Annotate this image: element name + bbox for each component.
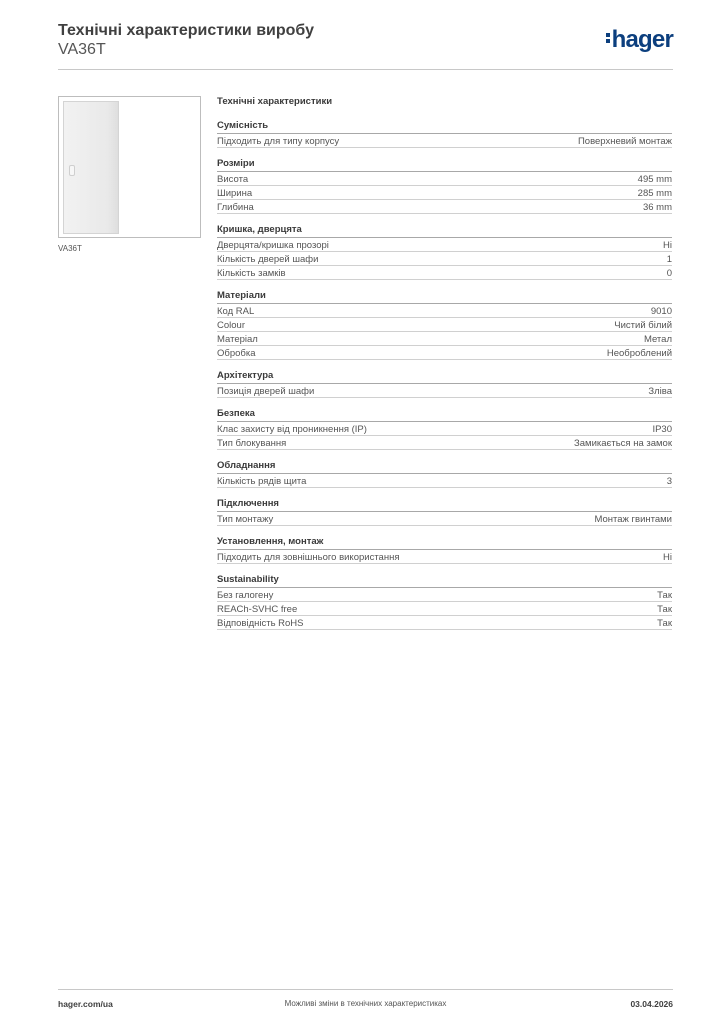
spec-row	[217, 318, 672, 332]
spec-section	[217, 498, 672, 526]
spec-section-title: Безпека	[217, 408, 672, 422]
spec-label: Глибина	[217, 202, 254, 213]
spec-value: Чистий білий	[614, 320, 672, 331]
spec-label: Позиція дверей шафи	[217, 386, 315, 397]
spec-row	[217, 238, 672, 252]
spec-value: 495 mm	[637, 174, 672, 185]
spec-section	[217, 158, 672, 214]
spec-label: Підходить для зовнішнього використання	[217, 552, 400, 563]
spec-row	[217, 422, 672, 436]
spec-value: Так	[657, 618, 672, 629]
spec-value: Метал	[643, 334, 672, 345]
spec-label: Ширина	[217, 188, 253, 199]
spec-label: Клас захисту від проникнення (IP)	[217, 424, 367, 435]
spec-section	[217, 224, 672, 280]
page-footer	[58, 989, 673, 1020]
spec-row	[217, 474, 672, 488]
spec-value: Ні	[663, 240, 672, 251]
product-image-caption: VA36T	[58, 244, 82, 253]
spec-value: IP30	[652, 424, 672, 435]
product-image	[58, 96, 201, 238]
spec-value: 3	[666, 476, 672, 487]
page-header	[58, 20, 673, 70]
spec-row	[217, 252, 672, 266]
spec-section-title: Матеріали	[217, 290, 672, 304]
spec-row	[217, 512, 672, 526]
spec-row	[217, 304, 672, 318]
spec-label: Підходить для типу корпусу	[217, 136, 340, 147]
spec-row	[217, 200, 672, 214]
spec-row	[217, 602, 672, 616]
spec-value: Так	[657, 604, 672, 615]
spec-label: Тип монтажу	[217, 514, 274, 525]
spec-section-title: Сумісність	[217, 120, 672, 134]
spec-section	[217, 408, 672, 450]
specifications	[217, 96, 672, 640]
specifications-sections	[217, 120, 672, 630]
spec-value: 9010	[650, 306, 672, 317]
product-code: VA36T	[58, 41, 106, 58]
spec-value: Необроблений	[606, 348, 672, 359]
spec-section-title: Архітектура	[217, 370, 672, 384]
spec-value: Замикається на замок	[574, 438, 672, 449]
spec-row	[217, 384, 672, 398]
spec-label: Обробка	[217, 348, 256, 359]
spec-section-title: Sustainability	[217, 574, 672, 588]
hager-logo	[606, 26, 673, 54]
spec-row	[217, 266, 672, 280]
spec-section	[217, 120, 672, 148]
footer-website-link[interactable]: hager.com/ua	[58, 999, 113, 1009]
spec-section	[217, 460, 672, 488]
spec-label: REACh-SVHC free	[217, 604, 298, 615]
spec-value: Зліва	[648, 386, 672, 397]
spec-label: Відповідність RoHS	[217, 618, 304, 629]
spec-row	[217, 332, 672, 346]
spec-label: Кількість дверей шафи	[217, 254, 319, 265]
spec-row	[217, 134, 672, 148]
spec-label: Кількість рядів щита	[217, 476, 307, 487]
logo-dots-icon	[606, 31, 610, 45]
spec-value: 0	[666, 268, 672, 279]
spec-value: 36 mm	[642, 202, 672, 213]
page-title: Технічні характеристики виробу	[58, 22, 314, 39]
spec-label: Colour	[217, 320, 245, 331]
spec-section-title: Установлення, монтаж	[217, 536, 672, 550]
spec-row	[217, 588, 672, 602]
spec-label: Код RAL	[217, 306, 255, 317]
spec-label: Матеріал	[217, 334, 258, 345]
spec-value: Ні	[663, 552, 672, 563]
footer-disclaimer: Можливі зміни в технічних характеристиках	[284, 999, 447, 1008]
spec-row	[217, 186, 672, 200]
spec-label: Без галогену	[217, 590, 274, 601]
spec-section	[217, 536, 672, 564]
spec-label: Дверцята/кришка прозорі	[217, 240, 329, 251]
spec-section	[217, 370, 672, 398]
spec-section-title: Обладнання	[217, 460, 672, 474]
door-lock-icon	[69, 165, 75, 176]
spec-label: Тип блокування	[217, 438, 287, 449]
spec-value: Так	[657, 590, 672, 601]
spec-row	[217, 616, 672, 630]
spec-row	[217, 172, 672, 186]
specifications-title: Технічні характеристики	[217, 96, 333, 107]
logo-text: hager	[611, 26, 673, 53]
spec-section-title: Підключення	[217, 498, 672, 512]
footer-date: 03.04.2026	[630, 999, 673, 1009]
spec-row	[217, 550, 672, 564]
spec-section-title: Кришка, дверцята	[217, 224, 672, 238]
spec-row	[217, 346, 672, 360]
spec-value: Монтаж гвинтами	[594, 514, 672, 525]
spec-value: 285 mm	[637, 188, 672, 199]
spec-value: Поверхневий монтаж	[577, 136, 672, 147]
spec-label: Кількість замків	[217, 268, 286, 279]
spec-section-title: Розміри	[217, 158, 672, 172]
spec-label: Висота	[217, 174, 249, 185]
spec-section	[217, 574, 672, 630]
spec-section	[217, 290, 672, 360]
spec-value: 1	[666, 254, 672, 265]
spec-row	[217, 436, 672, 450]
cabinet-door-icon	[63, 101, 119, 234]
